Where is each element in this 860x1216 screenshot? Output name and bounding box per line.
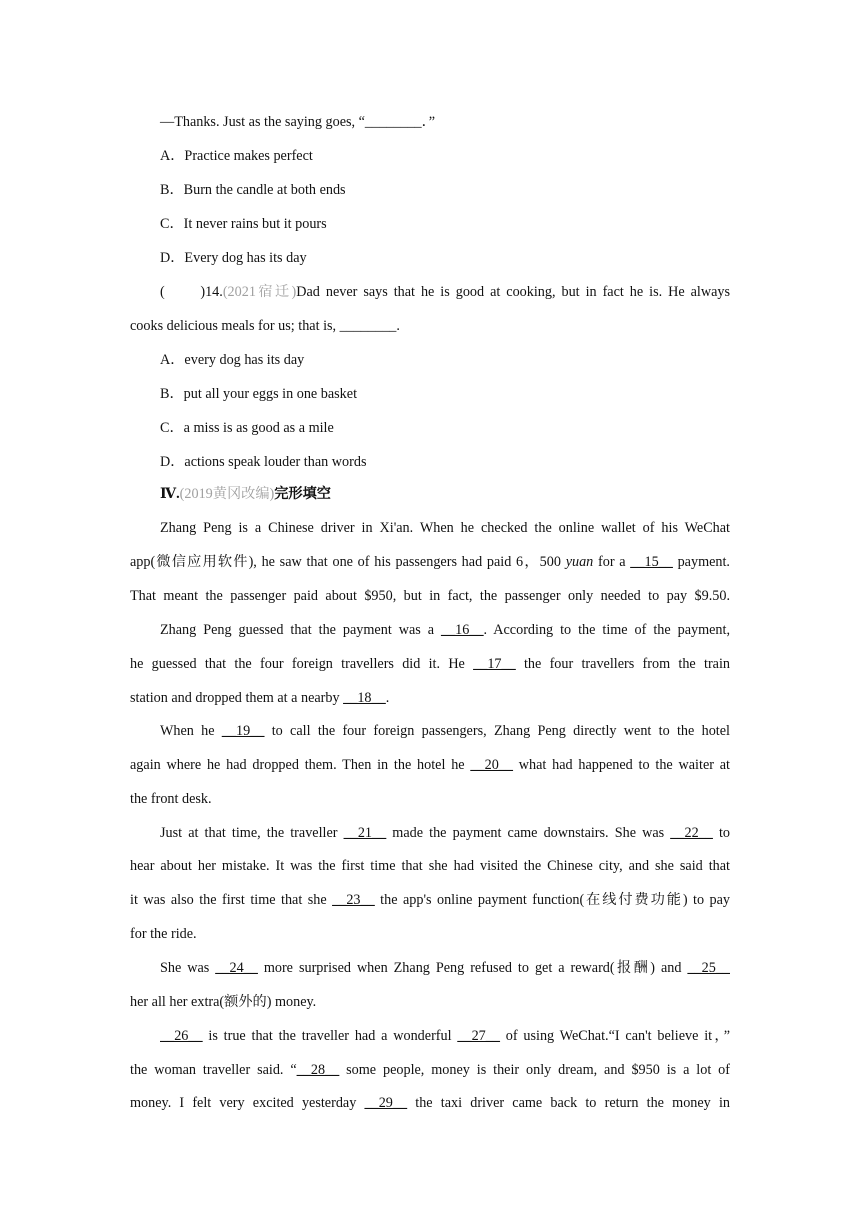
passage-line: Just at that time, the traveller __21__ made the payment came downstairs. She was __22__ to	[160, 825, 730, 841]
blank-22: __22__	[670, 825, 713, 841]
passage-line: money. I felt very excited yesterday __29__ the taxi driver came back to return the money in	[130, 1095, 730, 1111]
q13-option-d: D．Every dog has its day	[160, 250, 307, 266]
q14-source: (2021宿迁)	[222, 284, 297, 300]
blank-21: __21__	[343, 825, 387, 841]
passage-line: app(微信应用软件), he saw that one of his passengers had paid 6，500 yuan for a __15__ payment.	[130, 554, 730, 570]
passage-line: She was __24__ more surprised when Zhang Peng refused to get a reward(报酬) and __25__	[160, 960, 730, 976]
q14-option-c: C．a miss is as good as a mile	[160, 420, 334, 436]
q14-stem-line2: cooks delicious meals for us; that is, ________.	[130, 318, 400, 334]
passage-line: hear about her mistake. It was the first time that she had visited the Chinese city, and she said that	[130, 858, 730, 874]
section-heading	[160, 485, 760, 503]
q13-option-c: C．It never rains but it pours	[160, 216, 327, 232]
passage-line: for the ride.	[130, 926, 197, 942]
passage-line: her all her extra(额外的) money.	[130, 994, 317, 1010]
q13-option-a: A．Practice makes perfect	[160, 148, 313, 164]
q14-stem-line1	[160, 283, 730, 301]
blank-16: __16__	[440, 622, 484, 638]
section-source: (2019黄冈改编)	[179, 486, 275, 502]
passage-line: When he __19__ to call the four foreign passengers, Zhang Peng directly went to the hotel	[160, 723, 730, 739]
section-numeral: Ⅳ.	[160, 486, 180, 502]
passage-line: That meant the passenger paid about $950, but in fact, the passenger only needed to pay $9.50.	[130, 588, 730, 604]
blank-26: __26__	[160, 1028, 203, 1044]
q13-reply: —Thanks. Just as the saying goes, “________．”	[160, 114, 436, 130]
passage-line: again where he had dropped them. Then in the hotel he __20__ what had happened to the waiter at	[130, 757, 730, 773]
section-title: 完形填空	[274, 486, 331, 502]
passage-line: Zhang Peng is a Chinese driver in Xi'an. When he checked the online wallet of his WeChat	[160, 520, 730, 536]
q13-option-b: B．Burn the candle at both ends	[160, 182, 346, 198]
passage-line: it was also the first time that she __23__ the app's online payment function(在线付费功能) to pay	[130, 892, 730, 908]
q14-option-a: A．every dog has its day	[160, 352, 305, 368]
passage-line: he guessed that the four foreign travellers did it. He __17__ the four travellers from the train	[130, 656, 730, 672]
blank-19: __19__	[221, 723, 265, 739]
blank-28: __28__	[296, 1062, 340, 1078]
q14-option-d: D．actions speak louder than words	[160, 454, 367, 470]
q14-answer-paren: ( )14.	[160, 284, 223, 300]
blank-20: __20__	[470, 757, 513, 773]
q14-stem: Dad never says that he is good at cooking, but in fact he is. He always	[296, 284, 730, 300]
passage-line: Zhang Peng guessed that the payment was a __16__. According to the time of the payment,	[160, 622, 730, 638]
blank-24: __24__	[215, 960, 258, 976]
passage-line: the front desk.	[130, 791, 212, 807]
passage-line: station and dropped them at a nearby __18__.	[130, 690, 390, 706]
blank-17: __17__	[473, 656, 516, 672]
blank-18: __18__	[343, 690, 386, 706]
passage-line: the woman traveller said. “__28__ some people, money is their only dream, and $950 is a lot of	[130, 1062, 730, 1078]
blank-27: __27__	[457, 1028, 500, 1044]
blank-23: __23__	[332, 892, 375, 908]
q14-option-b: B．put all your eggs in one basket	[160, 386, 358, 402]
blank-25: __25__	[687, 960, 730, 976]
blank-15: __15__	[630, 554, 673, 570]
passage-line: __26__ is true that the traveller had a wonderful __27__ of using WeChat.“I can't believe it，”	[160, 1028, 730, 1044]
blank-29: __29__	[364, 1095, 408, 1111]
